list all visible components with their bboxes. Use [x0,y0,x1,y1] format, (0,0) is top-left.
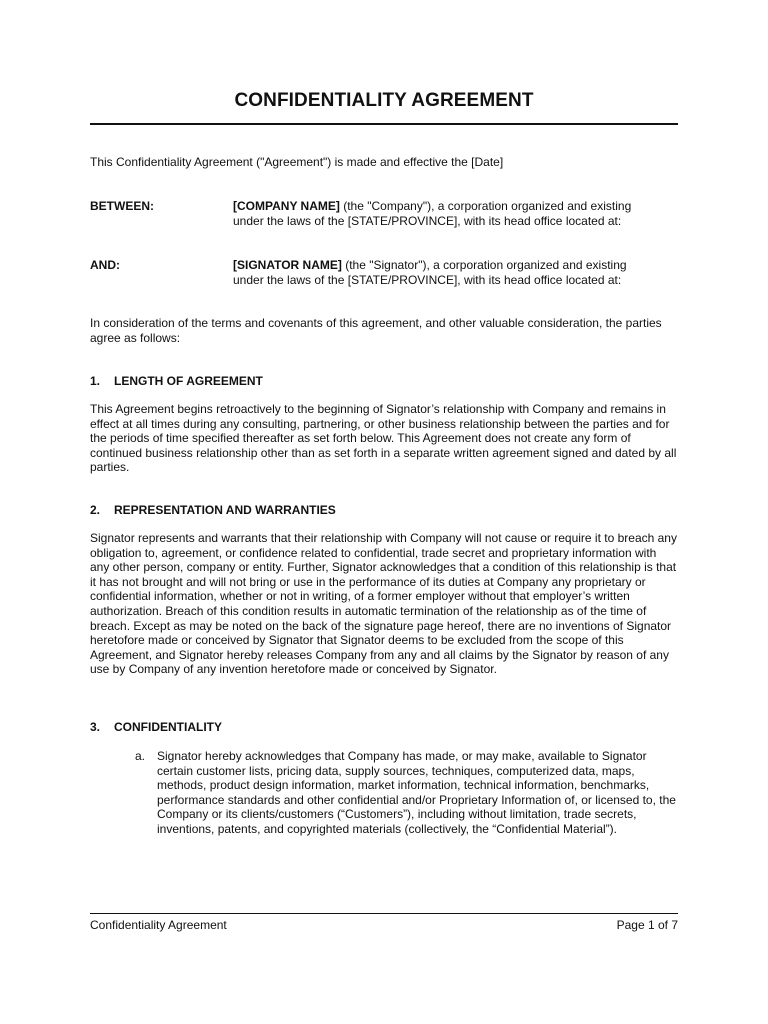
between-party-text [233,199,653,228]
consideration-paragraph: In consideration of the terms and covenants of this agreement, and other valuable consideration, the parties agree as follows: [90,316,662,345]
section-3-heading [90,720,222,734]
signator-name-placeholder: [SIGNATOR NAME] [233,258,342,272]
and-party-description: (the "Signator"), a corporation organized and existing under the laws of the [STATE/PROVINCE], with its head office located at: [233,258,627,287]
document-title: CONFIDENTIALITY AGREEMENT [234,90,534,111]
section-2-number: 2. [90,503,101,517]
section-1-body: This Agreement begins retroactively to the beginning of Signator’s relationship with Company and remains in effect at all times during any consulting, partnering, or other business relationship between the parties and for the periods of time specified thereafter as set forth below. This Agreement does not create any form of continued business relationship other than as set forth in a separate written agreement signed and dated by all parties. [90,402,677,475]
section-1-heading [90,374,263,388]
footer-document-name: Confidentiality Agreement [90,918,227,932]
title-divider [90,123,678,125]
and-label: AND: [90,258,120,272]
footer-divider [90,913,678,914]
and-party-text [233,258,653,287]
intro-paragraph: This Confidentiality Agreement ("Agreement") is made and effective the [Date] [90,155,504,169]
section-3-number: 3. [90,720,101,734]
list-item-text: Signator hereby acknowledges that Company has made, or may make, available to Signator certain customer lists, pricing data, supply sources, techniques, computerized data, maps, methods, product design information, market information, technical information, benchmarks, performance standards and other confidential and/or Proprietary Information of, or licensed to, the Company or its clients/customers (“Customers”), including without limitation, trade secrets, inventions, patents, and copyrighted materials (collectively, the “Confidential Material”). [157,749,676,836]
section-1-title: LENGTH OF AGREEMENT [114,374,263,388]
between-party-description: (the "Company"), a corporation organized and existing under the laws of the [STATE/PROVINCE], with its head office located at: [233,199,632,228]
between-label: BETWEEN: [90,199,154,213]
section-2-heading [90,503,336,517]
footer-page-number: Page 1 of 7 [616,918,678,932]
section-2-body: Signator represents and warrants that their relationship with Company will not cause or require it to breach any obligation to, agreement, or confidence related to confidential, trade secret and proprietary information with any other person, company or entity. Further, Signator acknowledges that a condition of this relationship is that it has not brought and will not bring or use in the performance of its duties at Company any proprietary or confidential information, whether or not in writing, of a former employer without that employer’s written authorization. Breach of this condition results in automatic termination of the relationship as of the time of breach. Except as may be noted on the back of the signature page hereof, there are no inventions of Signator heretofore made or conceived by Signator that Signator deems to be excluded from the scope of this Agreement, and Signator hereby releases Company from any and all claims by the Signator by reason of any use by Company of any invention heretofore made or conceived by Signator. [90,531,677,677]
list-marker: a. [135,749,146,763]
section-2-title: REPRESENTATION AND WARRANTIES [114,503,336,517]
company-name-placeholder: [COMPANY NAME] [233,199,340,213]
section-3-title: CONFIDENTIALITY [114,720,222,734]
section-1-number: 1. [90,374,101,388]
